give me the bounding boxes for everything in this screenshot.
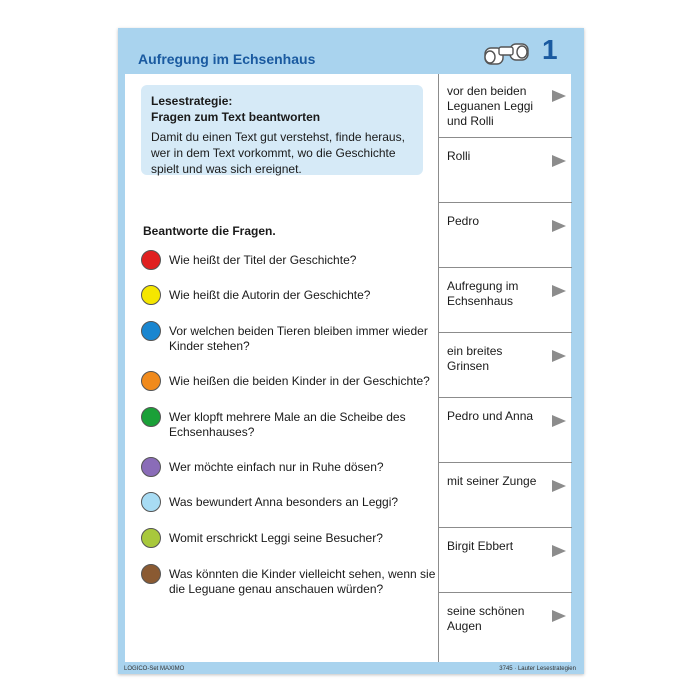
answer-text: Rolli: [447, 149, 471, 163]
answer-text: seine schönen Augen: [447, 604, 525, 633]
binoculars-icon: [482, 36, 532, 70]
arrow-right-icon: [552, 350, 566, 362]
question-text: Wie heißt die Autorin der Geschichte?: [169, 288, 371, 302]
answer-slot[interactable]: [439, 464, 572, 528]
color-dot-icon[interactable]: [141, 250, 161, 270]
color-dot-icon[interactable]: [141, 564, 161, 584]
answer-text: Birgit Ebbert: [447, 539, 514, 553]
answer-slot[interactable]: [439, 269, 572, 333]
answer-text: ein breites Grinsen: [447, 344, 503, 373]
answer-slot[interactable]: [439, 334, 572, 398]
answer-text: Pedro: [447, 214, 480, 228]
color-dot-icon[interactable]: [141, 285, 161, 305]
arrow-right-icon: [552, 155, 566, 167]
answer-slot[interactable]: [439, 74, 572, 138]
question-text: Was könnten die Kinder vielleicht sehen, wenn sie die Leguane genau anschauen würden?: [169, 567, 436, 596]
footer-product-info: 3745 · Lauter Lesestrategien: [499, 666, 576, 672]
answer-text: vor den beiden Leguanen Leggi und Rolli: [447, 84, 534, 128]
question-text: Wer möchte einfach nur in Ruhe dösen?: [169, 460, 384, 474]
strategy-description: Damit du einen Text gut verstehst, finde heraus, wer in dem Text vorkommt, wo die Geschichte spielt und was sich ereignet.: [151, 130, 405, 176]
arrow-right-icon: [552, 610, 566, 622]
arrow-right-icon: [552, 220, 566, 232]
color-dot-icon[interactable]: [141, 528, 161, 548]
arrow-right-icon: [552, 480, 566, 492]
instruction-text: Beantworte die Fragen.: [143, 224, 276, 238]
answer-column: [438, 74, 572, 662]
answer-slot[interactable]: [439, 139, 572, 203]
color-dot-icon[interactable]: [141, 492, 161, 512]
question-text: Wie heißen die beiden Kinder in der Geschichte?: [169, 374, 430, 388]
question-text: Wie heißt der Titel der Geschichte?: [169, 253, 357, 267]
arrow-right-icon: [552, 415, 566, 427]
footer-set-name: LOGICO-Set MAXIMO: [124, 666, 185, 672]
card-title: Aufregung im Echsenhaus: [138, 51, 316, 67]
strategy-box: [141, 85, 423, 175]
answer-slot[interactable]: [439, 594, 572, 658]
question-text: Vor welchen beiden Tieren bleiben immer wieder Kinder stehen?: [169, 324, 428, 353]
exercise-card: [118, 28, 584, 674]
arrow-right-icon: [552, 285, 566, 297]
answer-slot[interactable]: [439, 529, 572, 593]
color-dot-icon[interactable]: [141, 457, 161, 477]
card-number: 1: [542, 34, 558, 65]
content-panel: [125, 74, 571, 662]
answer-slot[interactable]: [439, 204, 572, 268]
answer-text: mit seiner Zunge: [447, 474, 537, 488]
color-dot-icon[interactable]: [141, 371, 161, 391]
strategy-heading-title: Fragen zum Text beantworten: [151, 110, 321, 124]
answer-text: Aufregung im Echsenhaus: [447, 279, 519, 308]
question-text: Womit erschrickt Leggi seine Besucher?: [169, 531, 383, 545]
question-text: Was bewundert Anna besonders an Leggi?: [169, 495, 399, 509]
answer-text: Pedro und Anna: [447, 409, 534, 423]
question-text: Wer klopft mehrere Male an die Scheibe des Echsenhauses?: [169, 410, 406, 439]
answer-slot[interactable]: [439, 399, 572, 463]
arrow-right-icon: [552, 545, 566, 557]
strategy-heading-label: Lesestrategie:: [151, 94, 233, 108]
arrow-right-icon: [552, 90, 566, 102]
color-dot-icon[interactable]: [141, 407, 161, 427]
color-dot-icon[interactable]: [141, 321, 161, 341]
